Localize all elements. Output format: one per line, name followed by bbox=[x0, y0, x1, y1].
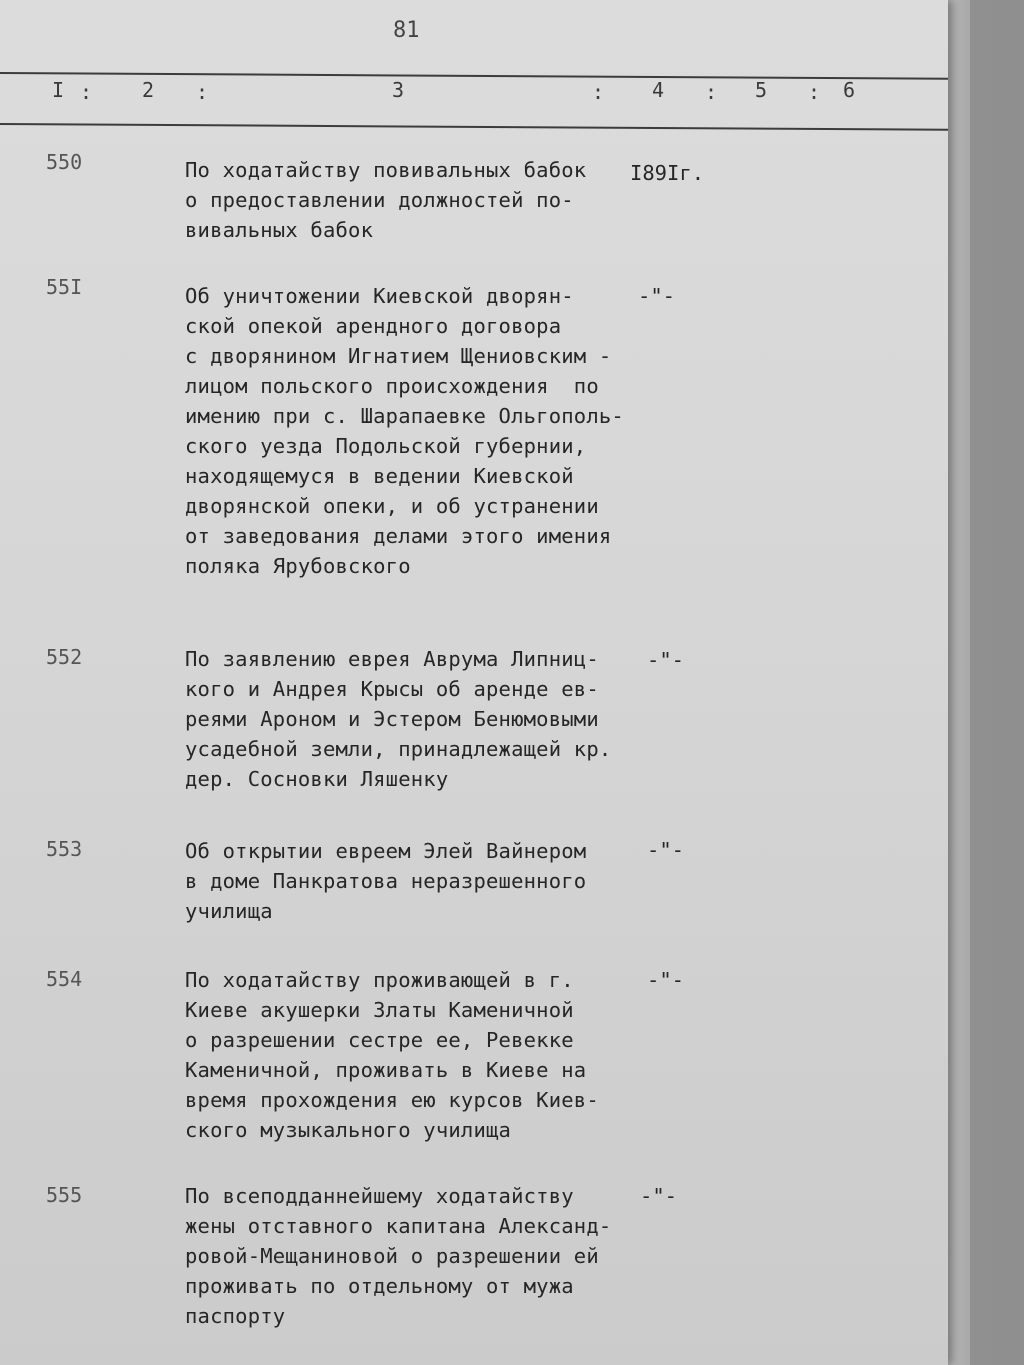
entry-line: усадебной земли, принадлежащей кр. bbox=[185, 737, 612, 761]
column-separator: : bbox=[592, 80, 605, 104]
entry-date: -"- bbox=[638, 284, 676, 308]
entry-line: вивальных бабок bbox=[185, 218, 374, 242]
entry-line: ской опекой арендного договора bbox=[185, 314, 562, 338]
column-separator: : bbox=[808, 80, 821, 104]
entry-description bbox=[185, 155, 645, 245]
entry-date: -"- bbox=[640, 1184, 678, 1208]
column-header-5: 5 bbox=[755, 78, 768, 102]
entry-line: имению при с. Шарапаевке Ольгополь- bbox=[185, 404, 624, 428]
entry-description bbox=[185, 836, 645, 926]
entry-description bbox=[185, 965, 645, 1145]
entry-line: училища bbox=[185, 899, 273, 923]
entry-date: -"- bbox=[647, 968, 685, 992]
entry-line: По ходатайству проживающей в г. bbox=[185, 968, 574, 992]
column-header-4: 4 bbox=[652, 78, 665, 102]
entry-line: лицом польского происхождения по bbox=[185, 374, 599, 398]
entry-line: По ходатайству повивальных бабок bbox=[185, 158, 587, 182]
column-header-6: 6 bbox=[843, 78, 856, 102]
entry-number: 552 bbox=[46, 645, 83, 669]
column-separator: : bbox=[705, 80, 718, 104]
entry-line: кого и Андрея Крысы об аренде ев- bbox=[185, 677, 599, 701]
entry-line: находящемуся в ведении Киевской bbox=[185, 464, 574, 488]
column-separator: : bbox=[196, 80, 209, 104]
entry-description bbox=[185, 644, 645, 794]
entry-date: I89Iг. bbox=[630, 161, 705, 185]
entry-line: жены отставного капитана Александ- bbox=[185, 1214, 612, 1238]
entry-line: ровой-Мещаниновой о разрешении ей bbox=[185, 1244, 599, 1268]
entry-line: проживать по отдельному от мужа bbox=[185, 1274, 574, 1298]
entry-line: от заведования делами этого имения bbox=[185, 524, 612, 548]
entry-line: дворянской опеки, и об устранении bbox=[185, 494, 599, 518]
entry-description bbox=[185, 281, 645, 581]
entry-number: 550 bbox=[46, 150, 83, 174]
column-header-2: 2 bbox=[142, 78, 155, 102]
entry-line: дер. Сосновки Ляшенку bbox=[185, 767, 449, 791]
entry-line: По всеподданнейшему ходатайству bbox=[185, 1184, 574, 1208]
entry-number: 553 bbox=[46, 837, 83, 861]
column-header-1: I bbox=[52, 78, 65, 102]
entry-line: с дворянином Игнатием Щениовским - bbox=[185, 344, 612, 368]
entry-date: -"- bbox=[647, 838, 685, 862]
entry-line: о разрешении сестре ее, Ревекке bbox=[185, 1028, 574, 1052]
entry-line: время прохождения ею курсов Киев- bbox=[185, 1088, 599, 1112]
entry-line: Киеве акушерки Златы Каменичной bbox=[185, 998, 574, 1022]
header-rule-bottom bbox=[0, 123, 948, 131]
entry-line: Об уничтожении Киевской дворян- bbox=[185, 284, 574, 308]
entry-date: -"- bbox=[647, 648, 685, 672]
entry-line: в доме Панкратова неразрешенного bbox=[185, 869, 587, 893]
entry-line: о предоставлении должностей по- bbox=[185, 188, 574, 212]
entry-line: паспорту bbox=[185, 1304, 286, 1328]
entry-line: поляка Ярубовского bbox=[185, 554, 411, 578]
entry-line: Каменичной, проживать в Киеве на bbox=[185, 1058, 587, 1082]
entry-line: реями Ароном и Эстером Бенюмовыми bbox=[185, 707, 599, 731]
column-separator: : bbox=[80, 80, 93, 104]
entry-description bbox=[185, 1181, 645, 1331]
entry-number: 55I bbox=[46, 275, 83, 299]
entry-line: Об открытии евреем Элей Вайнером bbox=[185, 839, 587, 863]
entry-number: 554 bbox=[46, 967, 83, 991]
entry-number: 555 bbox=[46, 1183, 83, 1207]
entry-line: ского музыкального училища bbox=[185, 1118, 512, 1142]
page-number: 81 bbox=[393, 18, 420, 43]
column-header-3: 3 bbox=[392, 78, 405, 102]
entry-line: По заявлению еврея Аврума Липниц- bbox=[185, 647, 599, 671]
entry-line: ского уезда Подольской губернии, bbox=[185, 434, 587, 458]
